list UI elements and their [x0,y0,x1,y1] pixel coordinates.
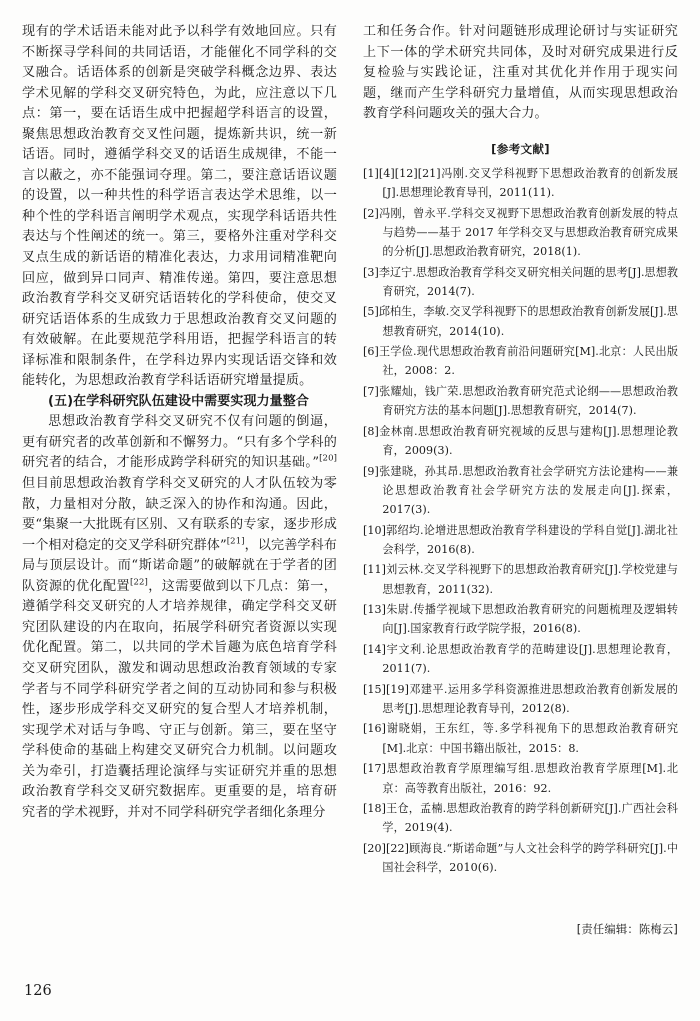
reference-item [363,462,678,520]
body-paragraph-discourse: 现有的学术话语未能对此予以科学有效地回应。只有不断探寻学科间的共同话语，才能催化不同学科的交叉融合。话语体系的创新是突破学科概念边界、表达学术见解的学科交叉研究特色，为此，应注意以下几点：第一，要在话语生成中把握超学科语言的设置，聚焦思想政治教育交叉性问题，提炼新共识，统一新话语。同时，遵循学科交叉的话语生成规律，不能一言以蔽之，亦不能强词夺理。第二，要注意话语议题的设置，以一种共性的科学语言表达学术思维，以一种个性的学科语言阐明学术观点，实现学科话语共性表达与个性阐述的统一。第三，要格外注重对学科交叉点生成的新话语的精准化表达，力求用词精准靶向回应，做到异口同声、精准传递。第四，要注意思想政治教育学科交叉研究话语转化的学科使命，使交叉研究话语体系的生成致力于思想政治教育交叉问题的有效破解。在此要规范学科用语，把握学科语言的转译标准和限制条件，在学科边界内实现话语交锋和效能转化，为思想政治教育学科话语研究增量提质。 [22,24,337,389]
reference-marker: [18] [363,802,386,816]
reference-marker: [8] [363,424,379,438]
reference-item [363,342,678,381]
reference-marker: [17] [363,762,386,776]
reference-text: 冯刚，曾永平.学科交叉视野下思想政治教育创新发展的特点与趋势——基于 2017 年学科交叉与思想政治教育研究成果的分析[J].思想政治教育研究，2018(1). [378,206,678,259]
section-heading-five: (五)在学科研究队伍建设中需要实现力量整合 [48,393,309,409]
reference-text: 朱尉.传播学视域下思想政治教育研究的问题梳理及逻辑转向[J].国家教育行政学院学报，2016(8). [382,603,678,636]
citation-marker-22: [22] [130,577,148,588]
reference-marker: [9] [363,464,379,478]
right-column [363,22,678,937]
reference-text: 宇文利.论思想政治教育学的范畴建设[J].思想理论教育，2011(7). [382,642,678,676]
reference-text: 王学俭.现代思想政治教育前沿问题研究[M].北京：人民出版社，2008：2. [378,345,678,378]
reference-marker: [14] [363,642,386,656]
reference-marker: [2] [363,206,379,220]
reference-marker: [3] [363,265,379,279]
reference-text: 谢晓娟，王东红，等.多学科视角下的思想政治教育研究[M].北京：中国书籍出版社，2015：8. [382,722,678,755]
reference-text: 王仓，孟楠.思想政治教育的跨学科创新研究[J].广西社会科学，2019(4). [382,802,678,835]
citation-marker-20: [20] [319,454,337,465]
references-list [363,164,678,878]
reference-text: 张耀灿，钱广荣.思想政治教育研究范式论纲——思想政治教育研究方法的基本问题[J].思想教育研究，2014(7). [378,384,678,418]
body-paragraph-continuation: 工和任务合作。针对问题链形成理论研讨与实证研究上下一体的学术研究共同体，及时对研究成果进行反复检验与实践论证，注重对其优化并作用于现实问题，继而产生学科研究力量增值，从而实现思想政治教育学科问题攻关的强大合力。 [363,24,678,122]
reference-item [363,759,678,798]
reference-marker: [7] [363,384,379,398]
references-heading: [参考文献] [491,141,550,156]
reference-item [363,263,678,302]
reference-marker: [13] [363,603,386,617]
reference-item [363,204,678,262]
reference-text: 郭绍均.论增进思想政治教育学科建设的学科自觉[J].湖北社会科学，2016(8). [382,523,678,556]
reference-item [363,422,678,461]
reference-item [363,640,678,679]
paragraph-text-segment-4: ，这需要做到以下几点：第一，遵循学科交叉研究的人才培养规律，确定学科交叉研究团队建设的内在取向，拓展学科研究者资源以实现优化配置。第二，以共同的学术旨趣为底色培育学科交叉研究团队，激发和调动思想政治教育领域的专家学者与不同学科研究学者之间的互动协同和参与积极性，逐步形成学科交叉研究的复合型人才培养机制，实现学术对话与争鸣、守正与创新。第三，要在坚守学科使命的基础上构建交叉研究合力机制。以问题攻关为牵引，打造囊括理论演绎与实证研究并重的思想政治教育学科交叉研究数据库。更重要的是，培育研究者的学术视野，并对不同学科研究学者细化条理分 [22,578,337,820]
reference-text: 李辽宁.思想政治教育学科交叉研究相关问题的思考[J].思想教育研究，2014(7). [378,265,678,298]
responsible-editor-note: [责任编辑：陈梅云] [576,923,678,937]
reference-text: 顾海良.“斯诺命题”与人文社会科学的跨学科研究[J].中国社会科学，2010(6). [382,841,678,875]
left-column [22,22,337,937]
reference-text: 思想政治教育学原理编写组.思想政治教育学原理[M].北京：高等教育出版社，2016：92. [382,762,678,795]
reference-item [363,302,678,341]
body-paragraph-team-building [22,412,337,823]
paragraph-text-segment-1: 思想政治教育学科交叉研究不仅有问题的倒逼，更有研究者的改革创新和不懈努力。“只有多个学科的研究者的结合，才能形成跨学科研究的知识基础。” [22,414,337,471]
reference-item [363,799,678,838]
page-number: 126 [24,983,52,999]
reference-item [363,382,678,421]
reference-text: 邓建平.运用多学科资源推进思想政治教育创新发展的思考[J].思想理论教育导刊，2012(8). [382,682,678,715]
reference-item [363,719,678,758]
two-column-layout [22,22,678,937]
reference-text: 张建晓，孙其昂.思想政治教育社会学研究方法论建构——兼论思想政治教育社会学研究方法的发展走向[J].探索，2017(3). [378,464,678,517]
reference-marker: [5] [363,305,379,319]
reference-marker: [6] [363,345,379,359]
reference-marker: [15][19] [363,682,409,696]
reference-item [363,839,678,878]
reference-text: 邱柏生，李敏.交叉学科视野下的思想政治教育创新发展[J].思想教育研究，2014(10). [378,305,678,338]
reference-item [363,560,678,599]
reference-marker: [10] [363,523,386,537]
reference-item [363,680,678,719]
reference-item [363,600,678,639]
citation-marker-21: [21] [226,536,245,547]
paragraph-text-segment-3: ，以完善学科布局与顶层设计。而“斯诺命题”的破解就在于学者的团队资源的优化配置 [22,537,338,594]
reference-item [363,164,678,203]
reference-marker: [20][22] [363,841,409,855]
reference-marker: [11] [363,563,386,577]
reference-marker: [16] [363,722,386,736]
reference-item [363,521,678,560]
reference-text: 刘云林.交叉学科视野下的思想政治教育研究[J].学校党建与思想教育，2011(32). [382,563,678,596]
reference-text: 冯刚.交叉学科视野下思想政治教育的创新发展[J].思想理论教育导刊，2011(11). [382,166,678,200]
reference-text: 金林南.思想政治教育研究视域的反思与建构[J].思想理论教育，2009(3). [378,424,678,458]
paragraph-text-segment-2: 但目前思想政治教育学科交叉研究的人才队伍较为零散，力量相对分散，缺乏深入的协作和沟通。因此，要“集聚一大批既有区别、又有联系的专家，逐步形成一个相对稳定的交叉学科研究群体” [22,476,337,553]
reference-marker: [1][4][12][21] [363,166,441,180]
